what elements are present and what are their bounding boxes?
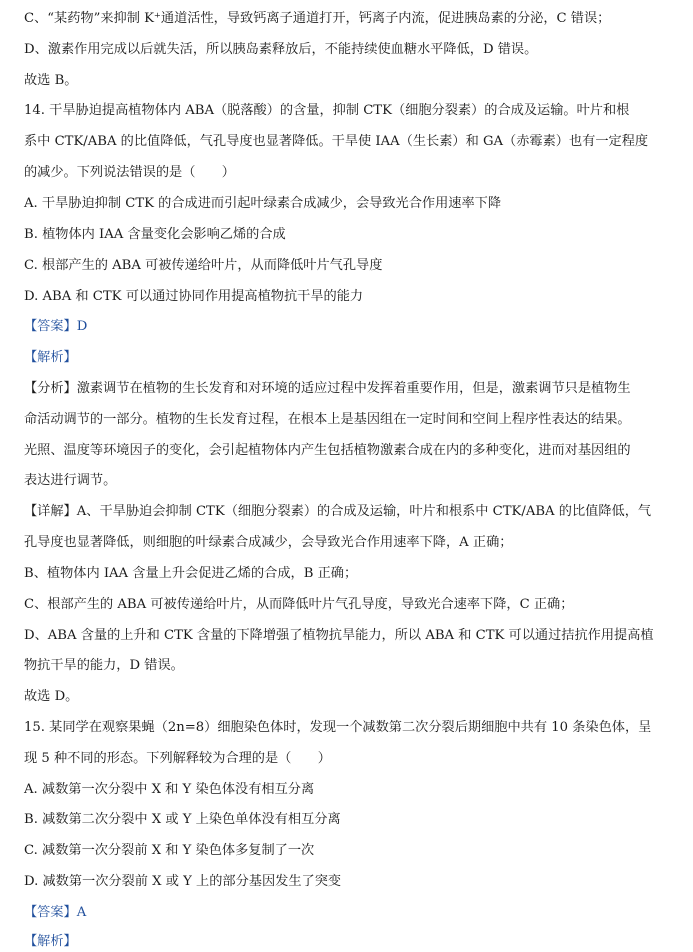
text-line: D、激素作用完成以后就失活，所以胰岛素释放后，不能持续使血糖水平降低，D 错误。 [24,42,538,57]
text-line: C、“某药物”来抑制 K⁺通道活性，导致钙离子通道打开，钙离子内流，促进胰岛素的分泌，C 错误； [24,11,611,26]
text-line: C、根部产生的 ABA 可被传递给叶片，从而降低叶片气孔导度，导致光合速率下降，C 正确； [24,597,574,612]
analysis-label: 【解析】 [24,350,77,365]
text-line: 命活动调节的一部分。植物的生长发育过程，在根本上是基因组在一定时间和空间上程序性表达的结果。 [24,412,631,427]
text-line: 物抗干旱的能力，D 错误。 [24,658,184,673]
analysis-label: 【解析】 [24,934,77,949]
option-c: C. 根部产生的 ABA 可被传递给叶片，从而降低叶片气孔导度 [24,258,383,273]
text-line: D、ABA 含量的上升和 CTK 含量的下降增强了植物抗旱能力，所以 ABA 和 CTK 可以通过拮抗作用提高植 [24,628,654,643]
text-line: 现 5 种不同的形态。下列解释较为合理的是（ ） [24,751,331,766]
text-line: 光照、温度等环境因子的变化，会引起植物体内产生包括植物激素合成在内的多种变化，进而对基因组的 [24,443,631,458]
question-15-stem: 15. 某同学在观察果蝇（2n=8）细胞染色体时，发现一个减数第二次分裂后期细胞中共有 10 条染色体，呈 [24,720,652,735]
option-b: B. 植物体内 IAA 含量变化会影响乙烯的合成 [24,227,286,242]
detail-text: 【详解】A、干旱胁迫会抑制 CTK（细胞分裂素）的合成及运输，叶片和根系中 CTK/ABA 的比值降低，气 [24,504,652,519]
answer-label: 【答案】A [24,905,87,920]
text-line: 故选 B。 [24,73,78,88]
text-line: 表达进行调节。 [24,473,117,488]
answer-label: 【答案】D [24,319,88,334]
text-line: 故选 D。 [24,689,79,704]
option-c: C. 减数第一次分裂前 X 和 Y 染色体多复制了一次 [24,843,315,858]
option-b: B. 减数第二次分裂中 X 或 Y 上染色单体没有相互分离 [24,812,341,827]
text-line: B、植物体内 IAA 含量上升会促进乙烯的合成，B 正确； [24,566,358,581]
question-14-stem: 14. 干旱胁迫提高植物体内 ABA（脱落酸）的含量，抑制 CTK（细胞分裂素）的合成及运输。叶片和根 [24,103,630,118]
text-line: 孔导度也显著降低，则细胞的叶绿素合成减少，会导致光合作用速率下降，A 正确； [24,535,513,550]
option-a: A. 减数第一次分裂中 X 和 Y 染色体没有相互分离 [24,782,315,797]
text-line: 系中 CTK/ABA 的比值降低，气孔导度也显著降低。干旱使 IAA（生长素）和 GA（赤霉素）也有一定程度 [24,134,649,149]
option-a: A. 干旱胁迫抑制 CTK 的合成进而引起叶绿素合成减少，会导致光合作用速率下降 [24,196,502,211]
option-d: D. 减数第一次分裂前 X 或 Y 上的部分基因发生了突变 [24,874,342,889]
analysis-text: 【分析】激素调节在植物的生长发育和对环境的适应过程中发挥着重要作用，但是，激素调节只是植物生 [24,381,631,396]
text-line: 的减少。下列说法错误的是（ ） [24,165,235,180]
option-d: D. ABA 和 CTK 可以通过协同作用提高植物抗干旱的能力 [24,289,364,304]
